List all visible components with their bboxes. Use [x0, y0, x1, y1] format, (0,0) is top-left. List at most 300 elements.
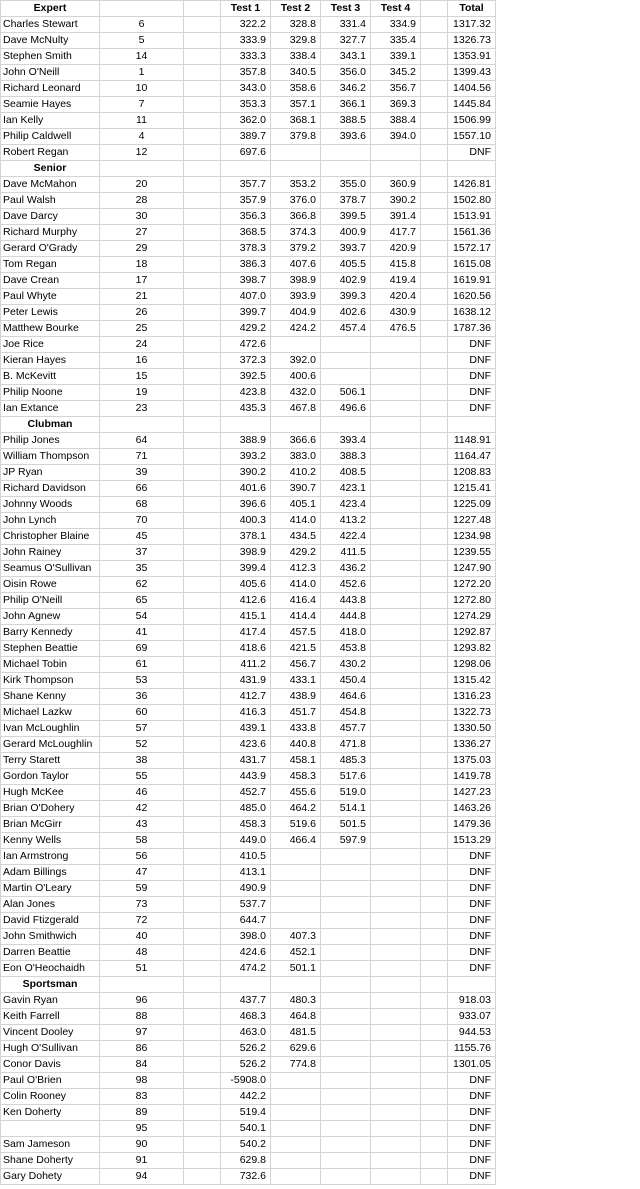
rider-name-cell[interactable]: Michael Lazkw	[1, 705, 100, 721]
rider-number-cell[interactable]: 5	[100, 33, 184, 49]
test-4-cell[interactable]	[371, 657, 421, 673]
rider-number-cell[interactable]: 55	[100, 769, 184, 785]
empty-cell[interactable]	[421, 417, 448, 433]
test-2-cell[interactable]: 379.8	[271, 129, 321, 145]
test-2-cell[interactable]: 457.5	[271, 625, 321, 641]
test-2-cell[interactable]	[271, 865, 321, 881]
rider-number-cell[interactable]: 47	[100, 865, 184, 881]
rider-name-cell[interactable]: Philip Noone	[1, 385, 100, 401]
rider-number-cell[interactable]: 6	[100, 17, 184, 33]
test-2-cell[interactable]: 519.6	[271, 817, 321, 833]
test-3-cell[interactable]: 346.2	[321, 81, 371, 97]
total-cell[interactable]: 1234.98	[448, 529, 496, 545]
rider-name-cell[interactable]: Tom Regan	[1, 257, 100, 273]
empty-cell[interactable]	[184, 33, 221, 49]
empty-cell[interactable]	[184, 449, 221, 465]
empty-cell[interactable]	[184, 433, 221, 449]
rider-name-cell[interactable]: Shane Doherty	[1, 1153, 100, 1169]
test-1-cell[interactable]: 333.3	[221, 49, 271, 65]
empty-cell[interactable]	[421, 1089, 448, 1105]
empty-cell[interactable]	[184, 273, 221, 289]
test-1-cell[interactable]: 485.0	[221, 801, 271, 817]
test-1-cell[interactable]: 423.6	[221, 737, 271, 753]
test-4-cell[interactable]: 339.1	[371, 49, 421, 65]
test-1-cell[interactable]: 378.3	[221, 241, 271, 257]
total-cell[interactable]: DNF	[448, 849, 496, 865]
test-3-cell[interactable]: 453.8	[321, 641, 371, 657]
empty-cell[interactable]	[184, 625, 221, 641]
rider-name-cell[interactable]: Adam Billings	[1, 865, 100, 881]
test-4-cell[interactable]	[371, 641, 421, 657]
empty-cell[interactable]	[184, 417, 221, 433]
rider-name-cell[interactable]: Kirk Thompson	[1, 673, 100, 689]
test-3-cell[interactable]: 327.7	[321, 33, 371, 49]
rider-name-cell[interactable]: Richard Murphy	[1, 225, 100, 241]
empty-cell[interactable]	[421, 1009, 448, 1025]
empty-cell[interactable]	[184, 401, 221, 417]
test-4-cell[interactable]: 476.5	[371, 321, 421, 337]
rider-name-cell[interactable]: Sam Jameson	[1, 1137, 100, 1153]
test-1-cell[interactable]: 429.2	[221, 321, 271, 337]
empty-cell[interactable]	[184, 385, 221, 401]
total-cell[interactable]: 1298.06	[448, 657, 496, 673]
test-4-cell[interactable]	[371, 865, 421, 881]
test-2-cell[interactable]: 458.3	[271, 769, 321, 785]
empty-cell[interactable]	[421, 657, 448, 673]
empty-cell[interactable]	[448, 977, 496, 993]
rider-name-cell[interactable]: Alan Jones	[1, 897, 100, 913]
test-3-cell[interactable]: 411.5	[321, 545, 371, 561]
total-cell[interactable]: 1215.41	[448, 481, 496, 497]
header-empty-cell[interactable]	[421, 1, 448, 17]
empty-cell[interactable]	[184, 769, 221, 785]
empty-cell[interactable]	[421, 209, 448, 225]
empty-cell[interactable]	[184, 1169, 221, 1185]
test-4-cell[interactable]	[371, 609, 421, 625]
test-3-cell[interactable]	[321, 881, 371, 897]
rider-number-cell[interactable]: 73	[100, 897, 184, 913]
test-4-cell[interactable]: 356.7	[371, 81, 421, 97]
empty-cell[interactable]	[421, 481, 448, 497]
rider-name-cell[interactable]: Ivan McLoughlin	[1, 721, 100, 737]
test-2-cell[interactable]: 357.1	[271, 97, 321, 113]
test-3-cell[interactable]	[321, 1105, 371, 1121]
test-1-cell[interactable]: 435.3	[221, 401, 271, 417]
test-3-cell[interactable]: 400.9	[321, 225, 371, 241]
rider-number-cell[interactable]: 19	[100, 385, 184, 401]
rider-number-cell[interactable]: 43	[100, 817, 184, 833]
test-1-cell[interactable]: 468.3	[221, 1009, 271, 1025]
empty-cell[interactable]	[421, 625, 448, 641]
header-category[interactable]: Expert	[1, 1, 100, 17]
total-cell[interactable]: DNF	[448, 961, 496, 977]
test-1-cell[interactable]: 431.7	[221, 753, 271, 769]
test-1-cell[interactable]: 399.4	[221, 561, 271, 577]
test-4-cell[interactable]	[371, 1025, 421, 1041]
rider-name-cell[interactable]: Gavin Ryan	[1, 993, 100, 1009]
empty-cell[interactable]	[184, 1137, 221, 1153]
rider-number-cell[interactable]: 66	[100, 481, 184, 497]
rider-name-cell[interactable]: Peter Lewis	[1, 305, 100, 321]
test-4-cell[interactable]	[371, 401, 421, 417]
rider-name-cell[interactable]: Gordon Taylor	[1, 769, 100, 785]
rider-number-cell[interactable]: 15	[100, 369, 184, 385]
empty-cell[interactable]	[184, 1089, 221, 1105]
rider-name-cell[interactable]: John Lynch	[1, 513, 100, 529]
test-3-cell[interactable]: 506.1	[321, 385, 371, 401]
rider-number-cell[interactable]: 37	[100, 545, 184, 561]
test-2-cell[interactable]: 392.0	[271, 353, 321, 369]
empty-cell[interactable]	[184, 1009, 221, 1025]
test-1-cell[interactable]: 357.9	[221, 193, 271, 209]
test-2-cell[interactable]: 398.9	[271, 273, 321, 289]
empty-cell[interactable]	[184, 1041, 221, 1057]
total-cell[interactable]: 1513.91	[448, 209, 496, 225]
empty-cell[interactable]	[421, 353, 448, 369]
empty-cell[interactable]	[184, 193, 221, 209]
header-test-3[interactable]: Test 3	[321, 1, 371, 17]
empty-cell[interactable]	[184, 129, 221, 145]
test-2-cell[interactable]: 414.4	[271, 609, 321, 625]
test-2-cell[interactable]: 353.2	[271, 177, 321, 193]
test-1-cell[interactable]: 322.2	[221, 17, 271, 33]
section-title[interactable]: Sportsman	[1, 977, 100, 993]
rider-number-cell[interactable]: 18	[100, 257, 184, 273]
rider-name-cell[interactable]: Dave McNulty	[1, 33, 100, 49]
test-3-cell[interactable]	[321, 1057, 371, 1073]
test-1-cell[interactable]: 452.7	[221, 785, 271, 801]
rider-number-cell[interactable]: 29	[100, 241, 184, 257]
test-4-cell[interactable]	[371, 1137, 421, 1153]
test-4-cell[interactable]	[371, 433, 421, 449]
test-1-cell[interactable]: 490.9	[221, 881, 271, 897]
test-3-cell[interactable]: 464.6	[321, 689, 371, 705]
test-3-cell[interactable]: 517.6	[321, 769, 371, 785]
total-cell[interactable]: 1326.73	[448, 33, 496, 49]
empty-cell[interactable]	[184, 1153, 221, 1169]
empty-cell[interactable]	[421, 337, 448, 353]
test-1-cell[interactable]: 392.5	[221, 369, 271, 385]
empty-cell[interactable]	[184, 961, 221, 977]
total-cell[interactable]: DNF	[448, 1153, 496, 1169]
total-cell[interactable]: 1292.87	[448, 625, 496, 641]
total-cell[interactable]: 1502.80	[448, 193, 496, 209]
test-4-cell[interactable]	[371, 1153, 421, 1169]
test-4-cell[interactable]: 391.4	[371, 209, 421, 225]
rider-name-cell[interactable]: Stephen Beattie	[1, 641, 100, 657]
test-4-cell[interactable]	[371, 593, 421, 609]
total-cell[interactable]: 1479.36	[448, 817, 496, 833]
empty-cell[interactable]	[184, 481, 221, 497]
empty-cell[interactable]	[184, 497, 221, 513]
empty-cell[interactable]	[421, 385, 448, 401]
test-3-cell[interactable]: 422.4	[321, 529, 371, 545]
rider-name-cell[interactable]: Christopher Blaine	[1, 529, 100, 545]
rider-name-cell[interactable]: Ian Extance	[1, 401, 100, 417]
rider-name-cell[interactable]: Shane Kenny	[1, 689, 100, 705]
empty-cell[interactable]	[184, 721, 221, 737]
test-4-cell[interactable]: 360.9	[371, 177, 421, 193]
rider-number-cell[interactable]: 38	[100, 753, 184, 769]
empty-cell[interactable]	[184, 161, 221, 177]
rider-number-cell[interactable]: 70	[100, 513, 184, 529]
test-3-cell[interactable]: 405.5	[321, 257, 371, 273]
empty-cell[interactable]	[421, 993, 448, 1009]
empty-cell[interactable]	[184, 1057, 221, 1073]
rider-number-cell[interactable]: 24	[100, 337, 184, 353]
rider-number-cell[interactable]: 68	[100, 497, 184, 513]
rider-number-cell[interactable]: 20	[100, 177, 184, 193]
empty-cell[interactable]	[184, 513, 221, 529]
total-cell[interactable]: 918.03	[448, 993, 496, 1009]
test-1-cell[interactable]: 362.0	[221, 113, 271, 129]
test-4-cell[interactable]	[371, 1121, 421, 1137]
rider-name-cell[interactable]: Joe Rice	[1, 337, 100, 353]
rider-name-cell[interactable]: Dave Darcy	[1, 209, 100, 225]
total-cell[interactable]: 1426.81	[448, 177, 496, 193]
test-2-cell[interactable]: 376.0	[271, 193, 321, 209]
test-2-cell[interactable]: 358.6	[271, 81, 321, 97]
test-2-cell[interactable]	[271, 1089, 321, 1105]
test-3-cell[interactable]	[321, 337, 371, 353]
empty-cell[interactable]	[421, 1057, 448, 1073]
test-2-cell[interactable]	[271, 1121, 321, 1137]
test-2-cell[interactable]: 329.8	[271, 33, 321, 49]
empty-cell[interactable]	[421, 33, 448, 49]
empty-cell[interactable]	[421, 1073, 448, 1089]
rider-name-cell[interactable]: Keith Farrell	[1, 1009, 100, 1025]
empty-cell[interactable]	[421, 49, 448, 65]
test-2-cell[interactable]	[271, 1137, 321, 1153]
rider-number-cell[interactable]: 26	[100, 305, 184, 321]
rider-name-cell[interactable]: Richard Leonard	[1, 81, 100, 97]
test-3-cell[interactable]: 457.4	[321, 321, 371, 337]
empty-cell[interactable]	[221, 161, 271, 177]
test-1-cell[interactable]: 732.6	[221, 1169, 271, 1185]
rider-number-cell[interactable]: 89	[100, 1105, 184, 1121]
total-cell[interactable]: DNF	[448, 1121, 496, 1137]
test-3-cell[interactable]	[321, 849, 371, 865]
test-1-cell[interactable]: 412.6	[221, 593, 271, 609]
rider-name-cell[interactable]: Robert Regan	[1, 145, 100, 161]
rider-name-cell[interactable]: Ian Kelly	[1, 113, 100, 129]
empty-cell[interactable]	[100, 417, 184, 433]
test-4-cell[interactable]	[371, 337, 421, 353]
test-1-cell[interactable]: 697.6	[221, 145, 271, 161]
empty-cell[interactable]	[421, 97, 448, 113]
empty-cell[interactable]	[421, 449, 448, 465]
rider-name-cell[interactable]: Stephen Smith	[1, 49, 100, 65]
test-1-cell[interactable]: 413.1	[221, 865, 271, 881]
total-cell[interactable]: 1619.91	[448, 273, 496, 289]
test-3-cell[interactable]: 452.6	[321, 577, 371, 593]
test-2-cell[interactable]: 455.6	[271, 785, 321, 801]
test-3-cell[interactable]	[321, 1153, 371, 1169]
rider-name-cell[interactable]: Michael Tobin	[1, 657, 100, 673]
rider-name-cell[interactable]: John Rainey	[1, 545, 100, 561]
header-total[interactable]: Total	[448, 1, 496, 17]
rider-number-cell[interactable]: 97	[100, 1025, 184, 1041]
rider-name-cell[interactable]: Barry Kennedy	[1, 625, 100, 641]
test-2-cell[interactable]: 414.0	[271, 577, 321, 593]
empty-cell[interactable]	[421, 161, 448, 177]
empty-cell[interactable]	[421, 753, 448, 769]
empty-cell[interactable]	[371, 977, 421, 993]
test-2-cell[interactable]: 412.3	[271, 561, 321, 577]
test-4-cell[interactable]	[371, 369, 421, 385]
rider-name-cell[interactable]: Dave McMahon	[1, 177, 100, 193]
test-1-cell[interactable]: 356.3	[221, 209, 271, 225]
test-1-cell[interactable]: 458.3	[221, 817, 271, 833]
rider-name-cell[interactable]: Gerard O'Grady	[1, 241, 100, 257]
rider-number-cell[interactable]: 90	[100, 1137, 184, 1153]
rider-number-cell[interactable]: 91	[100, 1153, 184, 1169]
rider-name-cell[interactable]: Brian O'Dohery	[1, 801, 100, 817]
empty-cell[interactable]	[448, 161, 496, 177]
test-1-cell[interactable]: 386.3	[221, 257, 271, 273]
empty-cell[interactable]	[421, 865, 448, 881]
total-cell[interactable]: 1315.42	[448, 673, 496, 689]
rider-number-cell[interactable]: 65	[100, 593, 184, 609]
test-1-cell[interactable]: 388.9	[221, 433, 271, 449]
empty-cell[interactable]	[184, 305, 221, 321]
rider-name-cell[interactable]: Eon O'Heochaidh	[1, 961, 100, 977]
test-1-cell[interactable]: 519.4	[221, 1105, 271, 1121]
test-3-cell[interactable]	[321, 1009, 371, 1025]
test-4-cell[interactable]: 334.9	[371, 17, 421, 33]
empty-cell[interactable]	[421, 145, 448, 161]
empty-cell[interactable]	[184, 97, 221, 113]
test-3-cell[interactable]	[321, 961, 371, 977]
rider-name-cell[interactable]: John Smithwich	[1, 929, 100, 945]
test-4-cell[interactable]	[371, 801, 421, 817]
total-cell[interactable]: 1419.78	[448, 769, 496, 785]
total-cell[interactable]: 944.53	[448, 1025, 496, 1041]
test-4-cell[interactable]	[371, 1105, 421, 1121]
empty-cell[interactable]	[184, 657, 221, 673]
test-2-cell[interactable]: 379.2	[271, 241, 321, 257]
rider-name-cell[interactable]: Hugh McKee	[1, 785, 100, 801]
test-2-cell[interactable]: 480.3	[271, 993, 321, 1009]
test-2-cell[interactable]: 368.1	[271, 113, 321, 129]
test-3-cell[interactable]	[321, 1137, 371, 1153]
empty-cell[interactable]	[100, 977, 184, 993]
test-4-cell[interactable]	[371, 689, 421, 705]
test-4-cell[interactable]: 415.8	[371, 257, 421, 273]
test-2-cell[interactable]: 440.8	[271, 737, 321, 753]
rider-name-cell[interactable]: Charles Stewart	[1, 17, 100, 33]
test-2-cell[interactable]: 432.0	[271, 385, 321, 401]
empty-cell[interactable]	[184, 881, 221, 897]
rider-name-cell[interactable]: Seamus O'Sullivan	[1, 561, 100, 577]
empty-cell[interactable]	[184, 17, 221, 33]
test-1-cell[interactable]: 398.0	[221, 929, 271, 945]
total-cell[interactable]: DNF	[448, 897, 496, 913]
rider-number-cell[interactable]: 35	[100, 561, 184, 577]
rider-name-cell[interactable]: Paul O'Brien	[1, 1073, 100, 1089]
rider-number-cell[interactable]: 17	[100, 273, 184, 289]
test-2-cell[interactable]	[271, 881, 321, 897]
test-4-cell[interactable]	[371, 625, 421, 641]
rider-number-cell[interactable]: 96	[100, 993, 184, 1009]
test-4-cell[interactable]	[371, 545, 421, 561]
test-3-cell[interactable]: 443.8	[321, 593, 371, 609]
empty-cell[interactable]	[421, 113, 448, 129]
test-3-cell[interactable]	[321, 865, 371, 881]
total-cell[interactable]: 1301.05	[448, 1057, 496, 1073]
test-3-cell[interactable]	[321, 1121, 371, 1137]
rider-number-cell[interactable]: 41	[100, 625, 184, 641]
test-2-cell[interactable]: 407.6	[271, 257, 321, 273]
empty-cell[interactable]	[184, 81, 221, 97]
test-4-cell[interactable]	[371, 513, 421, 529]
test-4-cell[interactable]	[371, 833, 421, 849]
empty-cell[interactable]	[184, 225, 221, 241]
empty-cell[interactable]	[184, 209, 221, 225]
test-2-cell[interactable]	[271, 145, 321, 161]
empty-cell[interactable]	[184, 561, 221, 577]
total-cell[interactable]: DNF	[448, 337, 496, 353]
test-4-cell[interactable]	[371, 481, 421, 497]
test-3-cell[interactable]	[321, 353, 371, 369]
test-2-cell[interactable]: 458.1	[271, 753, 321, 769]
empty-cell[interactable]	[421, 225, 448, 241]
empty-cell[interactable]	[184, 1073, 221, 1089]
test-1-cell[interactable]: 442.2	[221, 1089, 271, 1105]
empty-cell[interactable]	[184, 49, 221, 65]
test-2-cell[interactable]: 338.4	[271, 49, 321, 65]
test-4-cell[interactable]	[371, 737, 421, 753]
empty-cell[interactable]	[421, 465, 448, 481]
test-4-cell[interactable]: 430.9	[371, 305, 421, 321]
empty-cell[interactable]	[184, 609, 221, 625]
rider-number-cell[interactable]: 11	[100, 113, 184, 129]
empty-cell[interactable]	[184, 337, 221, 353]
test-3-cell[interactable]: 399.5	[321, 209, 371, 225]
rider-number-cell[interactable]: 59	[100, 881, 184, 897]
test-3-cell[interactable]: 378.7	[321, 193, 371, 209]
rider-name-cell[interactable]: Kieran Hayes	[1, 353, 100, 369]
rider-name-cell[interactable]: Ken Doherty	[1, 1105, 100, 1121]
rider-number-cell[interactable]: 53	[100, 673, 184, 689]
rider-name-cell[interactable]: Conor Davis	[1, 1057, 100, 1073]
test-1-cell[interactable]: 537.7	[221, 897, 271, 913]
test-1-cell[interactable]: 644.7	[221, 913, 271, 929]
empty-cell[interactable]	[184, 545, 221, 561]
test-1-cell[interactable]: 474.2	[221, 961, 271, 977]
empty-cell[interactable]	[421, 1169, 448, 1185]
test-4-cell[interactable]	[371, 769, 421, 785]
empty-cell[interactable]	[184, 577, 221, 593]
rider-number-cell[interactable]: 84	[100, 1057, 184, 1073]
empty-cell[interactable]	[421, 513, 448, 529]
test-2-cell[interactable]	[271, 1153, 321, 1169]
rider-number-cell[interactable]: 64	[100, 433, 184, 449]
total-cell[interactable]: 1155.76	[448, 1041, 496, 1057]
empty-cell[interactable]	[421, 193, 448, 209]
rider-name-cell[interactable]: Richard Davidson	[1, 481, 100, 497]
rider-number-cell[interactable]: 69	[100, 641, 184, 657]
rider-number-cell[interactable]: 7	[100, 97, 184, 113]
empty-cell[interactable]	[421, 849, 448, 865]
rider-number-cell[interactable]: 56	[100, 849, 184, 865]
test-4-cell[interactable]: 420.4	[371, 289, 421, 305]
rider-number-cell[interactable]: 25	[100, 321, 184, 337]
test-4-cell[interactable]	[371, 1057, 421, 1073]
test-1-cell[interactable]: 399.7	[221, 305, 271, 321]
test-3-cell[interactable]: 501.5	[321, 817, 371, 833]
test-3-cell[interactable]: 485.3	[321, 753, 371, 769]
